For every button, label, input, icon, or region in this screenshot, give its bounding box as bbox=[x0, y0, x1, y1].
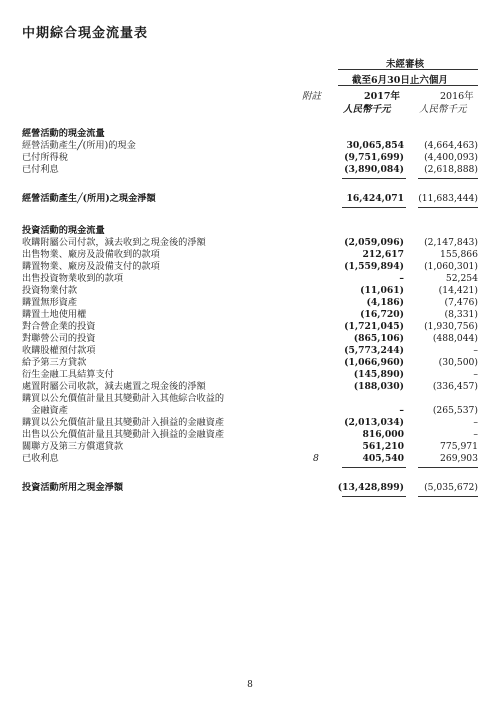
row-label: 出售投資物業收到的款項 bbox=[22, 273, 124, 284]
row-value-2016: (4,400,093) bbox=[424, 152, 478, 163]
row-label: 購買以公允價值計量且其變動計入損益的金融資產 bbox=[22, 417, 225, 428]
table-row bbox=[0, 453, 500, 465]
table-row bbox=[0, 237, 500, 249]
row-value-2016: – bbox=[473, 429, 478, 440]
total-value-2017: 16,424,071 bbox=[346, 193, 404, 204]
row-label: 出售物業、廠房及設備收到的款項 bbox=[22, 249, 160, 260]
header-period: 截至6月30日止六個月 bbox=[352, 75, 448, 86]
header-year-2016: 2016年 bbox=[440, 91, 474, 102]
section-heading-text: 投資活動的現金流量 bbox=[22, 225, 105, 236]
page-number: 8 bbox=[247, 680, 253, 690]
subtotal-rule-2016 bbox=[418, 467, 478, 468]
subtotal-rule-2017 bbox=[342, 467, 406, 468]
total-rule-2017 bbox=[342, 207, 406, 208]
row-label: 處置附屬公司收款，減去處置之現金後的淨額 bbox=[22, 381, 206, 392]
section-heading-text: 經營活動的現金流量 bbox=[22, 128, 105, 139]
row-value-2016: (2,147,843) bbox=[424, 237, 478, 248]
row-value-2017: (2,013,034) bbox=[344, 417, 404, 428]
row-value-2017: (16,720) bbox=[360, 309, 404, 320]
table-row bbox=[0, 261, 500, 273]
table-row bbox=[0, 140, 500, 152]
page-title: 中期綜合現金流量表 bbox=[22, 26, 149, 41]
row-value-2017: 816,000 bbox=[362, 429, 404, 440]
table-row bbox=[0, 393, 500, 405]
header-note-label: 附註 bbox=[302, 91, 322, 102]
header-year-2017: 2017年 bbox=[364, 91, 400, 102]
table-row bbox=[0, 345, 500, 357]
row-value-2017: (9,751,699) bbox=[344, 152, 404, 163]
row-label: 購置物業、廠房及設備支付的款項 bbox=[22, 261, 160, 272]
subtotal-rule-2017 bbox=[342, 178, 406, 179]
row-value-2017: 212,617 bbox=[362, 249, 404, 260]
header-rule-top bbox=[338, 69, 478, 70]
row-label: 金融資產 bbox=[22, 405, 68, 416]
row-value-2017: 561,210 bbox=[362, 441, 404, 452]
row-label: 出售以公允價值計量且其變動計入損益的金融資產 bbox=[22, 429, 225, 440]
row-label: 投資物業付款 bbox=[22, 285, 78, 296]
row-value-2016: 155,866 bbox=[440, 249, 478, 260]
row-value-2016: 269,903 bbox=[440, 453, 478, 464]
row-label: 已付所得稅 bbox=[22, 152, 68, 163]
row-value-2016: – bbox=[473, 369, 478, 380]
row-label: 購置土地使用權 bbox=[22, 309, 87, 320]
row-value-2017: – bbox=[399, 273, 404, 284]
total-row-operating bbox=[0, 193, 500, 205]
row-value-2017: (5,773,244) bbox=[344, 345, 404, 356]
row-value-2017: 405,540 bbox=[362, 453, 404, 464]
total-rule-2016 bbox=[418, 207, 478, 208]
row-value-2016: – bbox=[473, 345, 478, 356]
table-row bbox=[0, 441, 500, 453]
row-value-2017: (11,061) bbox=[360, 285, 404, 296]
row-value-2017: (1,559,894) bbox=[344, 261, 404, 272]
row-label: 經營活動產生╱(所用)的現金 bbox=[22, 140, 136, 151]
header-unaudited: 未經審核 bbox=[386, 59, 425, 70]
row-value-2017: – bbox=[399, 405, 404, 416]
section-investing-heading bbox=[0, 225, 500, 237]
row-label: 購置無形資產 bbox=[22, 297, 78, 308]
row-value-2016: (8,331) bbox=[444, 309, 478, 320]
total-value-2017: (13,428,899) bbox=[337, 482, 404, 493]
table-row bbox=[0, 429, 500, 441]
row-value-2016: (488,044) bbox=[432, 333, 478, 344]
table-row bbox=[0, 309, 500, 321]
total-row-investing bbox=[0, 482, 500, 494]
table-row bbox=[0, 417, 500, 429]
subtotal-rule-2016 bbox=[418, 178, 478, 179]
table-row bbox=[0, 164, 500, 176]
row-value-2017: (3,890,084) bbox=[344, 164, 404, 175]
total-rule-2017 bbox=[342, 496, 406, 497]
row-value-2016: (336,457) bbox=[432, 381, 478, 392]
row-value-2016: (1,060,301) bbox=[424, 261, 478, 272]
table-row bbox=[0, 369, 500, 381]
table-row bbox=[0, 273, 500, 285]
table-row bbox=[0, 357, 500, 369]
row-value-2016: 52,254 bbox=[445, 273, 478, 284]
row-value-2016: (2,618,888) bbox=[424, 164, 478, 175]
header-rule-mid bbox=[338, 85, 478, 86]
table-row bbox=[0, 381, 500, 393]
total-rule-2016 bbox=[418, 496, 478, 497]
row-value-2017: (1,066,960) bbox=[344, 357, 404, 368]
header-unit-2017: 人民幣千元 bbox=[343, 104, 391, 115]
row-label: 衍生金融工具結算支付 bbox=[22, 369, 114, 380]
row-value-2016: 775,971 bbox=[440, 441, 478, 452]
table-row bbox=[0, 321, 500, 333]
table-row bbox=[0, 285, 500, 297]
row-value-2017: (865,106) bbox=[353, 333, 404, 344]
row-value-2017: (2,059,096) bbox=[344, 237, 404, 248]
row-value-2016: (14,421) bbox=[438, 285, 478, 296]
row-label: 已收利息 bbox=[22, 453, 59, 464]
row-value-2017: (1,721,045) bbox=[344, 321, 404, 332]
row-value-2016: (265,537) bbox=[432, 405, 478, 416]
total-label: 經營活動產生╱(所用)之現金淨額 bbox=[22, 193, 156, 204]
row-value-2016: (7,476) bbox=[444, 297, 478, 308]
row-value-2017: (4,186) bbox=[366, 297, 404, 308]
row-value-2017: (188,030) bbox=[353, 381, 404, 392]
total-value-2016: (11,683,444) bbox=[418, 193, 478, 204]
header-unit-2016: 人民幣千元 bbox=[419, 104, 467, 115]
row-value-2017: (145,890) bbox=[353, 369, 404, 380]
table-row bbox=[0, 249, 500, 261]
row-label: 關聯方及第三方償還貸款 bbox=[22, 441, 124, 452]
row-label: 對合營企業的投資 bbox=[22, 321, 96, 332]
section-operating-heading bbox=[0, 128, 500, 140]
row-label: 收購附屬公司付款，減去收到之現金後的淨額 bbox=[22, 237, 206, 248]
table-row bbox=[0, 152, 500, 164]
total-value-2016: (5,035,672) bbox=[424, 482, 478, 493]
row-note: 8 bbox=[313, 453, 319, 464]
row-label: 購買以公允價值計量且其變動計入其他綜合收益的 bbox=[22, 393, 225, 404]
row-label: 已付利息 bbox=[22, 164, 59, 175]
row-value-2016: (30,500) bbox=[438, 357, 478, 368]
row-label: 收購股權預付款項 bbox=[22, 345, 96, 356]
table-row bbox=[0, 405, 500, 417]
table-row bbox=[0, 297, 500, 309]
row-value-2016: – bbox=[473, 417, 478, 428]
row-value-2017: 30,065,854 bbox=[346, 140, 404, 151]
table-row bbox=[0, 333, 500, 345]
row-label: 給予第三方貸款 bbox=[22, 357, 87, 368]
total-label: 投資活動所用之現金淨額 bbox=[22, 482, 124, 493]
row-value-2016: (1,930,756) bbox=[424, 321, 478, 332]
row-value-2016: (4,664,463) bbox=[424, 140, 478, 151]
row-label: 對聯營公司的投資 bbox=[22, 333, 96, 344]
